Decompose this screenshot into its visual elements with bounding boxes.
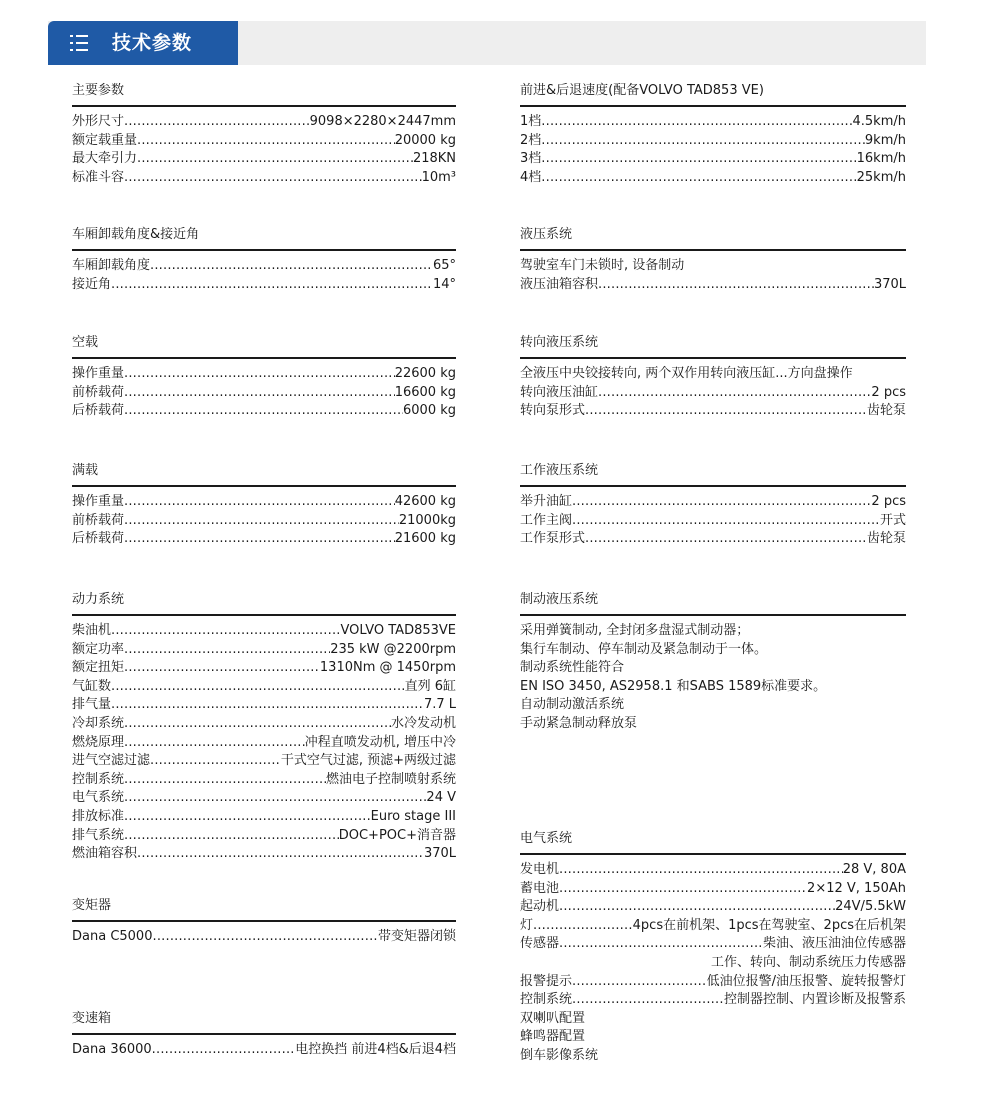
dot-leader <box>111 622 340 641</box>
divider <box>72 1033 456 1035</box>
spec-value: 2 pcs <box>871 494 906 509</box>
dot-leader <box>152 1041 296 1060</box>
spec-label: 操作重量 <box>72 494 125 509</box>
spec-row <box>72 257 456 276</box>
spec-value: 16600 kg <box>394 384 456 400</box>
spec-row <box>72 365 456 384</box>
dot-leader <box>124 734 305 753</box>
section-full-load <box>72 462 456 549</box>
text-line: 自动制动激活系统 <box>520 697 625 713</box>
spec-value: 齿轮泵 <box>866 403 906 419</box>
spec-row <box>520 113 906 132</box>
dot-leader <box>124 493 395 512</box>
dot-leader <box>541 132 865 151</box>
spec-value: 25km/h <box>856 169 906 185</box>
spec-value: 235 kW @2200rpm <box>330 641 456 657</box>
section-main-params <box>72 82 456 187</box>
dot-leader <box>124 641 330 660</box>
spec-label: 1档 <box>520 114 542 129</box>
spec-label: 燃烧原理 <box>72 734 125 750</box>
spec-label: 控制系统 <box>520 992 573 1008</box>
spec-label: 前桥载荷 <box>72 512 125 528</box>
divider <box>72 485 456 487</box>
dot-leader <box>572 991 724 1010</box>
spec-label: 3档 <box>520 151 542 167</box>
spec-value: 7.7 L <box>423 697 456 713</box>
spec-row <box>520 402 906 421</box>
dot-leader <box>572 973 707 992</box>
section-brake <box>520 591 906 734</box>
spec-row <box>72 276 456 295</box>
spec-row <box>520 493 906 512</box>
spec-value: 370L <box>873 276 906 292</box>
spec-row <box>520 880 906 899</box>
dot-leader <box>137 132 395 151</box>
spec-label: 2档 <box>520 132 542 148</box>
spec-row <box>72 530 456 549</box>
spec-label: 接近角 <box>72 276 112 292</box>
spec-label: 排气量 <box>72 697 112 713</box>
spec-label: 外形尺寸 <box>72 114 125 129</box>
dot-leader <box>111 678 405 697</box>
spec-value: 370L <box>423 846 456 862</box>
dot-leader <box>124 530 395 549</box>
dot-leader <box>559 880 807 899</box>
text-line: 全液压中央铰接转向, 两个双作用转向液压缸...方向盘操作 <box>520 366 853 381</box>
spec-row <box>72 512 456 531</box>
section-work-hydraulic <box>520 462 906 549</box>
dot-leader <box>111 696 424 715</box>
spec-value: 水冷发动机 <box>390 715 456 731</box>
spec-label: 举升油缸 <box>520 494 573 509</box>
spec-value: 低油位报警/油压报警、旋转报警灯 <box>706 973 906 989</box>
dot-leader <box>541 169 856 188</box>
spec-label: 额定载重量 <box>72 132 138 148</box>
spec-row <box>72 734 456 753</box>
spec-row <box>72 808 456 827</box>
dot-leader <box>124 169 422 188</box>
dot-leader <box>124 512 399 531</box>
spec-value: 齿轮泵 <box>866 531 906 547</box>
spec-row <box>72 696 456 715</box>
divider <box>72 105 456 107</box>
spec-value: 直列 6缸 <box>404 678 456 694</box>
dot-leader <box>124 113 310 132</box>
dot-leader <box>572 512 880 531</box>
spec-value: 干式空气过滤, 预滤+两级过滤 <box>280 753 456 769</box>
spec-label: 额定扭矩 <box>72 660 125 676</box>
spec-value: 开式 <box>879 512 906 528</box>
dot-leader <box>559 861 843 880</box>
page-title: 技术参数 <box>112 32 193 54</box>
section-empty-load <box>72 334 456 421</box>
divider <box>520 249 906 251</box>
spec-label: 气缸数 <box>72 678 112 694</box>
spec-row <box>520 512 906 531</box>
section-hydraulic <box>520 226 906 294</box>
text-line: 集行车制动、停车制动及紧急制动于一体。 <box>520 641 768 657</box>
spec-row <box>72 771 456 790</box>
dot-leader <box>585 402 867 421</box>
dot-leader <box>137 845 424 864</box>
spec-label: 排气系统 <box>72 827 125 843</box>
spec-label: 工作泵形式 <box>520 531 586 547</box>
spec-row <box>72 928 456 947</box>
divider <box>520 853 906 855</box>
spec-row <box>520 898 906 917</box>
spec-value: 电控换挡 前进4档&后退4档 <box>295 1042 456 1057</box>
dot-leader <box>124 659 320 678</box>
spec-row <box>72 493 456 512</box>
spec-value: 9098×2280×2447mm <box>309 114 456 129</box>
spec-row <box>72 715 456 734</box>
spec-row <box>520 935 906 954</box>
spec-value: 14° <box>432 276 456 292</box>
spec-row <box>72 789 456 808</box>
spec-row <box>72 678 456 697</box>
dot-leader <box>150 257 433 276</box>
spec-row <box>72 622 456 641</box>
spec-label: 后桥载荷 <box>72 531 125 547</box>
dot-leader <box>585 530 867 549</box>
spec-value: 4pcs在前机架、1pcs在驾驶室、2pcs在后机架 <box>632 917 906 933</box>
section-title: 制动液压系统 <box>520 592 599 607</box>
spec-label: 蓄电池 <box>520 880 560 896</box>
dot-leader <box>150 752 281 771</box>
spec-label: 车厢卸载角度 <box>72 258 151 273</box>
section-gearbox <box>72 1010 456 1060</box>
continuation-line: 工作、转向、制动系统压力传感器 <box>710 954 906 970</box>
spec-value: DOC+POC+消音器 <box>338 827 456 843</box>
text-line: 蜂鸣器配置 <box>520 1029 586 1045</box>
dot-leader <box>541 113 852 132</box>
dot-leader <box>559 935 763 954</box>
spec-row <box>520 973 906 992</box>
spec-value: 2×12 V, 150Ah <box>807 880 906 896</box>
spec-row <box>520 530 906 549</box>
spec-value: 6000 kg <box>403 403 456 419</box>
dot-leader <box>124 365 395 384</box>
spec-value: 20000 kg <box>394 132 456 148</box>
spec-label: 报警提示 <box>520 973 573 989</box>
dot-leader <box>598 384 871 403</box>
section-title: 主要参数 <box>72 83 125 98</box>
section-title: 空载 <box>72 335 99 350</box>
dot-leader <box>559 898 835 917</box>
divider <box>520 485 906 487</box>
spec-row <box>72 641 456 660</box>
text-line: 手动紧急制动释放泵 <box>520 715 638 731</box>
spec-label: 工作主阀 <box>520 512 573 528</box>
section-dump-angle <box>72 226 456 294</box>
spec-label: 额定功率 <box>72 641 125 657</box>
section-title: 转向液压系统 <box>520 335 599 350</box>
section-title: 变速箱 <box>72 1011 112 1026</box>
spec-row <box>72 113 456 132</box>
spec-row <box>520 384 906 403</box>
section-title: 满载 <box>72 463 99 478</box>
section-speed <box>520 82 906 187</box>
dot-leader <box>137 150 413 169</box>
list-icon <box>70 33 92 53</box>
dot-leader <box>124 827 339 846</box>
spec-row <box>72 402 456 421</box>
spec-row <box>72 827 456 846</box>
divider <box>520 357 906 359</box>
spec-label: 排放标准 <box>72 808 125 824</box>
spec-value: 1310Nm @ 1450rpm <box>319 660 456 676</box>
section-steering <box>520 334 906 421</box>
spec-row <box>72 384 456 403</box>
spec-value: 控制器控制、内置诊断及报警系 <box>723 992 906 1008</box>
spec-label: 标准斗容 <box>72 169 125 185</box>
dot-leader <box>541 150 856 169</box>
dot-leader <box>124 771 326 790</box>
spec-row <box>520 276 906 295</box>
spec-value: 冲程直喷发动机, 增压中冷 <box>304 734 456 750</box>
spec-label: 发电机 <box>520 862 560 877</box>
spec-label: 转向泵形式 <box>520 403 586 419</box>
divider <box>72 357 456 359</box>
dot-leader <box>533 917 633 936</box>
spec-label: 液压油箱容积 <box>520 276 599 292</box>
spec-label: Dana 36000 <box>72 1042 152 1057</box>
spec-value: Euro stage III <box>370 808 456 824</box>
spec-row <box>72 132 456 151</box>
spec-label: 进气空滤过滤 <box>72 753 151 769</box>
spec-label: 后桥载荷 <box>72 403 125 419</box>
spec-label: 柴油机 <box>72 623 112 638</box>
spec-value: 2 pcs <box>871 384 906 400</box>
spec-row <box>520 169 906 188</box>
spec-value: 65° <box>432 258 456 273</box>
dot-leader <box>572 493 871 512</box>
spec-value: 4.5km/h <box>852 114 906 129</box>
text-line: 制动系统性能符合 <box>520 660 625 676</box>
spec-row <box>72 169 456 188</box>
section-title: 工作液压系统 <box>520 463 599 478</box>
spec-value: 218KN <box>412 151 456 167</box>
section-power-system <box>72 591 456 864</box>
divider <box>72 614 456 616</box>
spec-row <box>72 845 456 864</box>
spec-row <box>520 991 906 1010</box>
section-title: 前进&后退速度(配备VOLVO TAD853 VE) <box>520 83 764 98</box>
spec-label: 4档 <box>520 169 542 185</box>
spec-value: 10m³ <box>421 169 456 185</box>
dot-leader <box>124 789 426 808</box>
divider <box>520 614 906 616</box>
text-line: 采用弹簧制动, 全封闭多盘湿式制动器； <box>520 623 750 638</box>
spec-value: 24 V <box>426 790 456 806</box>
spec-value: 28 V, 80A <box>842 862 906 877</box>
dot-leader <box>124 715 391 734</box>
spec-value: 柴油、液压油油位传感器 <box>762 936 906 952</box>
spec-value: 22600 kg <box>394 366 456 381</box>
spec-value: 21600 kg <box>394 531 456 547</box>
dot-leader <box>124 384 395 403</box>
divider <box>72 249 456 251</box>
section-title: 电气系统 <box>520 831 573 846</box>
spec-label: 电气系统 <box>72 790 125 806</box>
spec-value: 16km/h <box>856 151 906 167</box>
spec-label: 操作重量 <box>72 366 125 381</box>
spec-value: 9km/h <box>864 132 906 148</box>
text-line: 驾驶室车门未锁时, 设备制动 <box>520 258 685 273</box>
section-electrical <box>520 830 906 1066</box>
dot-leader <box>598 276 874 295</box>
section-title: 动力系统 <box>72 592 125 607</box>
section-torque-converter <box>72 897 456 947</box>
spec-label: 控制系统 <box>72 771 125 787</box>
text-line: 倒车影像系统 <box>520 1047 599 1063</box>
spec-label: 前桥载荷 <box>72 384 125 400</box>
section-title: 液压系统 <box>520 227 573 242</box>
spec-row <box>72 1041 456 1060</box>
spec-row <box>520 150 906 169</box>
spec-label: 灯 <box>520 917 534 933</box>
spec-value: 21000kg <box>398 512 456 528</box>
spec-label: 起动机 <box>520 899 560 915</box>
spec-value: 燃油电子控制喷射系统 <box>325 771 456 787</box>
spec-row <box>72 752 456 771</box>
spec-row <box>520 917 906 936</box>
spec-value: 带变矩器闭锁 <box>377 929 456 944</box>
spec-row <box>72 150 456 169</box>
spec-row <box>520 132 906 151</box>
section-title: 车厢卸载角度&接近角 <box>72 227 200 242</box>
dot-leader <box>111 276 433 295</box>
spec-label: 冷却系统 <box>72 715 125 731</box>
section-title: 变矩器 <box>72 898 112 913</box>
divider <box>72 920 456 922</box>
spec-row <box>72 659 456 678</box>
spec-label: Dana C5000 <box>72 929 153 944</box>
spec-row <box>520 861 906 880</box>
dot-leader <box>124 808 371 827</box>
spec-value: 42600 kg <box>394 494 456 509</box>
dot-leader <box>124 402 403 421</box>
spec-value: VOLVO TAD853VE <box>340 623 456 638</box>
spec-label: 燃油箱容积 <box>72 846 138 862</box>
dot-leader <box>152 928 378 947</box>
spec-value: 24V/5.5kW <box>835 899 906 915</box>
text-line: EN ISO 3450, AS2958.1 和SABS 1589标准要求。 <box>520 678 827 694</box>
divider <box>520 105 906 107</box>
text-line: 双喇叭配置 <box>520 1010 586 1026</box>
spec-label: 转向液压油缸 <box>520 384 599 400</box>
spec-label: 最大牵引力 <box>72 151 138 167</box>
spec-label: 传感器 <box>520 936 560 952</box>
